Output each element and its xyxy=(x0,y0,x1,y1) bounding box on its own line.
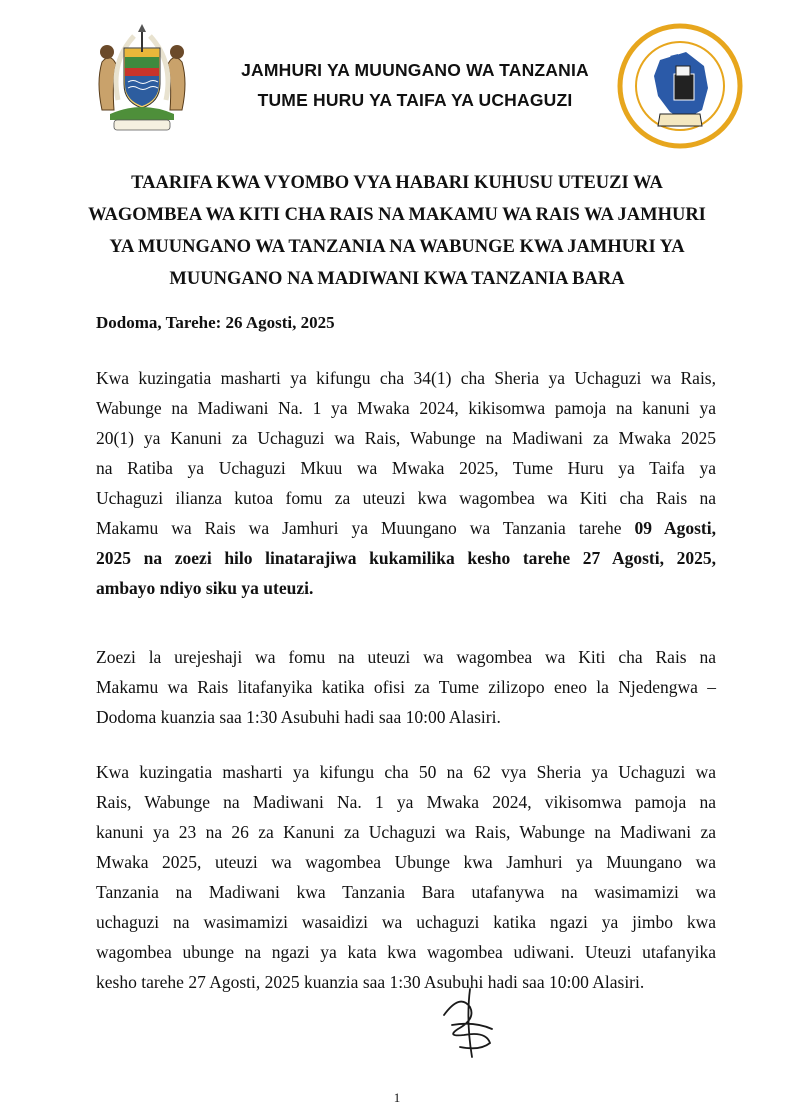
dateline: Dodoma, Tarehe: 26 Agosti, 2025 xyxy=(96,313,335,332)
title-line: TAARIFA KWA VYOMBO VYA HABARI KUHUSU UTEUZI WA xyxy=(131,173,663,193)
header-republic-name: JAMHURI YA MUUNGANO WA TANZANIA xyxy=(241,60,589,80)
paragraph-line: Dodoma kuanzia saa 1:30 Asubuhi hadi saa 10:00 Alasiri. xyxy=(96,707,501,727)
paragraph-line: kanuni ya 23 na 26 za Kanuni za Uchaguzi wa Rais, Wabunge na Madiwani za xyxy=(96,822,716,842)
paragraph-line: 20(1) ya Kanuni za Uchaguzi wa Rais, Wabunge na Madiwani za Mwaka 2025 xyxy=(96,428,716,448)
paragraph-line: Rais, Wabunge na Madiwani Na. 1 ya Mwaka 2024, vikisomwa pamoja na xyxy=(96,792,716,812)
paragraph-line: Makamu wa Rais litafanyika katika ofisi za Tume zilizopo eneo la Njedengwa – xyxy=(96,677,716,697)
paragraph-line-bold: ambayo ndiyo siku ya uteuzi. xyxy=(96,578,314,598)
paragraph-line: Wabunge na Madiwani Na. 1 ya Mwaka 2024, kikisomwa pamoja na kanuni ya xyxy=(96,398,716,418)
title-line: WAGOMBEA WA KITI CHA RAIS NA MAKAMU WA RAIS WA JAMHURI xyxy=(88,205,706,225)
paragraph-line: uchaguzi na wasimamizi wasaidizi wa uchaguzi katika ngazi ya jimbo kwa xyxy=(96,912,716,932)
page-number: 1 xyxy=(393,1090,401,1105)
title-line: YA MUUNGANO WA TANZANIA NA WABUNGE KWA JAMHURI YA xyxy=(109,237,685,257)
paragraph-1 xyxy=(96,363,716,603)
paragraph-line: Uchaguzi ilianza kutoa fomu za uteuzi kwa wagombea wa Kiti cha Rais na xyxy=(96,488,716,508)
header-commission-name: TUME HURU YA TAIFA YA UCHAGUZI xyxy=(257,90,573,110)
paragraph-line: wagombea ubunge na ngazi ya kata kwa wagombea udiwani. Uteuzi utafanyika xyxy=(96,942,716,962)
paragraph-text: Makamu wa Rais wa Jamhuri ya Muungano wa Tanzania tarehe xyxy=(96,518,635,538)
paragraph-3 xyxy=(96,757,716,997)
paragraph-2 xyxy=(96,642,716,732)
paragraph-line: Zoezi la urejeshaji wa fomu na uteuzi wa wagombea wa Kiti cha Rais na xyxy=(96,647,716,667)
handwritten-signature-icon xyxy=(430,985,510,1060)
paragraph-line-bold: 2025 na zoezi hilo linatarajiwa kukamilika kesho tarehe 27 Agosti, 2025, xyxy=(96,548,716,568)
paragraph-line: Mwaka 2025, uteuzi wa wagombea Ubunge kwa Jamhuri ya Muungano wa xyxy=(96,852,716,872)
inec-seal-icon xyxy=(616,22,744,150)
document-title xyxy=(70,167,724,295)
paragraph-line: kesho tarehe 27 Agosti, 2025 kuanzia saa 1:30 Asubuhi hadi saa 10:00 Alasiri. xyxy=(96,972,645,992)
paragraph-line: Tanzania na Madiwani kwa Tanzania Bara utafanywa na wasimamizi wa xyxy=(96,882,716,902)
bold-date: 09 Agosti, xyxy=(634,518,716,538)
title-line: MUUNGANO NA MADIWANI KWA TANZANIA BARA xyxy=(169,269,625,289)
paragraph-line: Kwa kuzingatia masharti ya kifungu cha 34(1) cha Sheria ya Uchaguzi wa Rais, xyxy=(96,368,716,388)
tanzania-coat-of-arms-icon xyxy=(88,22,196,134)
paragraph-line: na Ratiba ya Uchaguzi Mkuu wa Mwaka 2025, Tume Huru ya Taifa ya xyxy=(96,458,716,478)
paragraph-line xyxy=(96,513,716,543)
paragraph-line: Kwa kuzingatia masharti ya kifungu cha 50 na 62 vya Sheria ya Uchaguzi wa xyxy=(96,762,716,782)
